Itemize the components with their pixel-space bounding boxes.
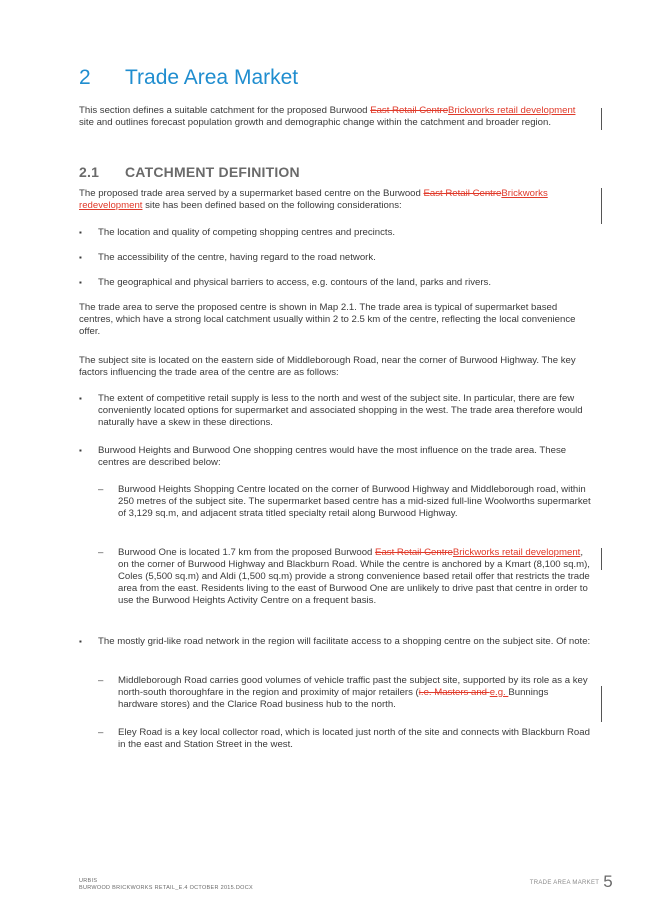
footer-document-name: BURWOOD BRICKWORKS RETAIL_E.4 OCTOBER 2015.DOCX (79, 885, 253, 891)
sub-item-text-end: Bunnings hardware stores) and the Clarice Road business hub to the north. (118, 687, 549, 710)
sub-item-inserted-text: Brickworks retail development (452, 547, 581, 558)
catchment-deleted-text: East Retail Centre (423, 188, 502, 199)
bullet-marker: ▪ (79, 446, 82, 455)
footer-page-info (530, 872, 613, 892)
sub-item-text-end: , on the corner of Burwood Highway and Blackburn Road. While the centre is anchored by a Kmart (8,100 sq.m), Coles (5,500 sq.m) and Aldi (1,500 sq.m) provide a strong convenience based retail offer that restricts the trade area from the east. Residents living to the east of Burwood One are unlikely to drive past that centre in order to use the Burwood Heights Activity Centre on a frequent basis. (118, 547, 590, 606)
sub-list-item (98, 727, 591, 751)
dash-marker: – (98, 484, 104, 495)
section-heading (79, 66, 298, 90)
list-item-text: The geographical and physical barriers to access, e.g. contours of the land, parks and rivers. (98, 277, 492, 288)
footer-company: URBIS (79, 878, 98, 884)
page-number: 5 (603, 872, 613, 891)
catchment-text-end: site has been defined based on the following considerations: (142, 200, 402, 211)
list-item-text: The location and quality of competing shopping centres and precincts. (98, 227, 396, 238)
list-item (79, 227, 591, 239)
sub-item-inserted-text: e.g. (489, 687, 509, 698)
list-item (79, 445, 591, 469)
dash-marker: – (98, 727, 104, 738)
sub-item-deleted-text: i.e. Masters and (418, 687, 490, 698)
subsection-title: CATCHMENT DEFINITION (125, 164, 300, 180)
list-item (79, 252, 591, 264)
section-number: 2 (79, 66, 91, 89)
list-item (79, 393, 591, 429)
change-bar (601, 686, 602, 722)
intro-deleted-text: East Retail Centre (370, 105, 449, 116)
sub-list-item-text: Eley Road is a key local collector road, which is located just north of the site and connects with Blackburn Road in the east and Station Street in the west. (118, 727, 590, 750)
bullet-marker: ▪ (79, 278, 82, 287)
catchment-inserted-text: Brickworks redevelopment (79, 188, 548, 211)
trade-area-paragraph: The trade area to serve the proposed centre is shown in Map 2.1. The trade area is typical of supermarket based centres, which have a strong local catchment usually within 2 to 2.5 km of the centre, reflecting the local convenience offer. (79, 302, 576, 337)
bullet-marker: ▪ (79, 228, 82, 237)
sub-list-item (98, 675, 591, 711)
change-bar (601, 188, 602, 224)
list-item-text: The mostly grid-like road network in the region will facilitate access to a shopping centre on the subject site. Of note: (98, 636, 591, 647)
list-item (79, 277, 591, 289)
section-title: Trade Area Market (125, 66, 299, 89)
subsection-heading (79, 164, 300, 180)
catchment-text-start: The proposed trade area served by a supermarket based centre on the Burwood (79, 188, 424, 199)
change-bar (601, 108, 602, 130)
footer-section-name: TRADE AREA MARKET (529, 880, 600, 886)
list-item (79, 636, 591, 648)
change-bar (601, 548, 602, 570)
sub-list-item (98, 484, 591, 520)
intro-text-start: This section defines a suitable catchment for the proposed Burwood (79, 105, 371, 116)
bullet-marker: ▪ (79, 637, 82, 646)
intro-paragraph (79, 105, 591, 129)
intro-inserted-text: Brickworks retail development (448, 105, 576, 116)
bullet-marker: ▪ (79, 253, 82, 262)
list-item-text: Burwood Heights and Burwood One shopping centres would have the most influence on the trade area. These centres are described below: (98, 445, 567, 468)
dash-marker: – (98, 547, 104, 558)
sub-item-text-start: Burwood One is located 1.7 km from the proposed Burwood (118, 547, 376, 558)
catchment-intro-paragraph (79, 188, 591, 212)
sub-list-item-text: Burwood Heights Shopping Centre located on the corner of Burwood Highway and Middleborough road, within 250 metres of the subject site. The supermarket based centre has a mid-sized full-line Woolworths supermarket of 3,129 sq.m, and adjacent strata titled specialty retail along Burwood Highway. (118, 484, 591, 519)
bullet-marker: ▪ (79, 394, 82, 403)
sub-item-text-start: Middleborough Road carries good volumes of vehicle traffic past the subject site, supported by its role as a key north-south thoroughfare in the region and proximity of major retailers ( (118, 675, 588, 698)
dash-marker: – (98, 675, 104, 686)
sub-item-deleted-text: East Retail Centre (375, 547, 453, 558)
footer-document-info (79, 878, 253, 892)
subsection-number: 2.1 (79, 164, 100, 180)
intro-text-end: site and outlines forecast population growth and demographic change within the catchment and broader region. (79, 117, 551, 128)
sub-list-item (98, 547, 591, 607)
list-item-text: The accessibility of the centre, having regard to the road network. (98, 252, 376, 263)
list-item-text: The extent of competitive retail supply is less to the north and west of the subject site. In particular, there are few conveniently located options for supermarket and associated shopping in the west. The trade area therefore would naturally have a skew in these directions. (98, 393, 583, 428)
subject-site-paragraph: The subject site is located on the eastern side of Middleborough Road, near the corner of Burwood Highway. The key factors influencing the trade area of the centre are as follows: (79, 355, 576, 378)
